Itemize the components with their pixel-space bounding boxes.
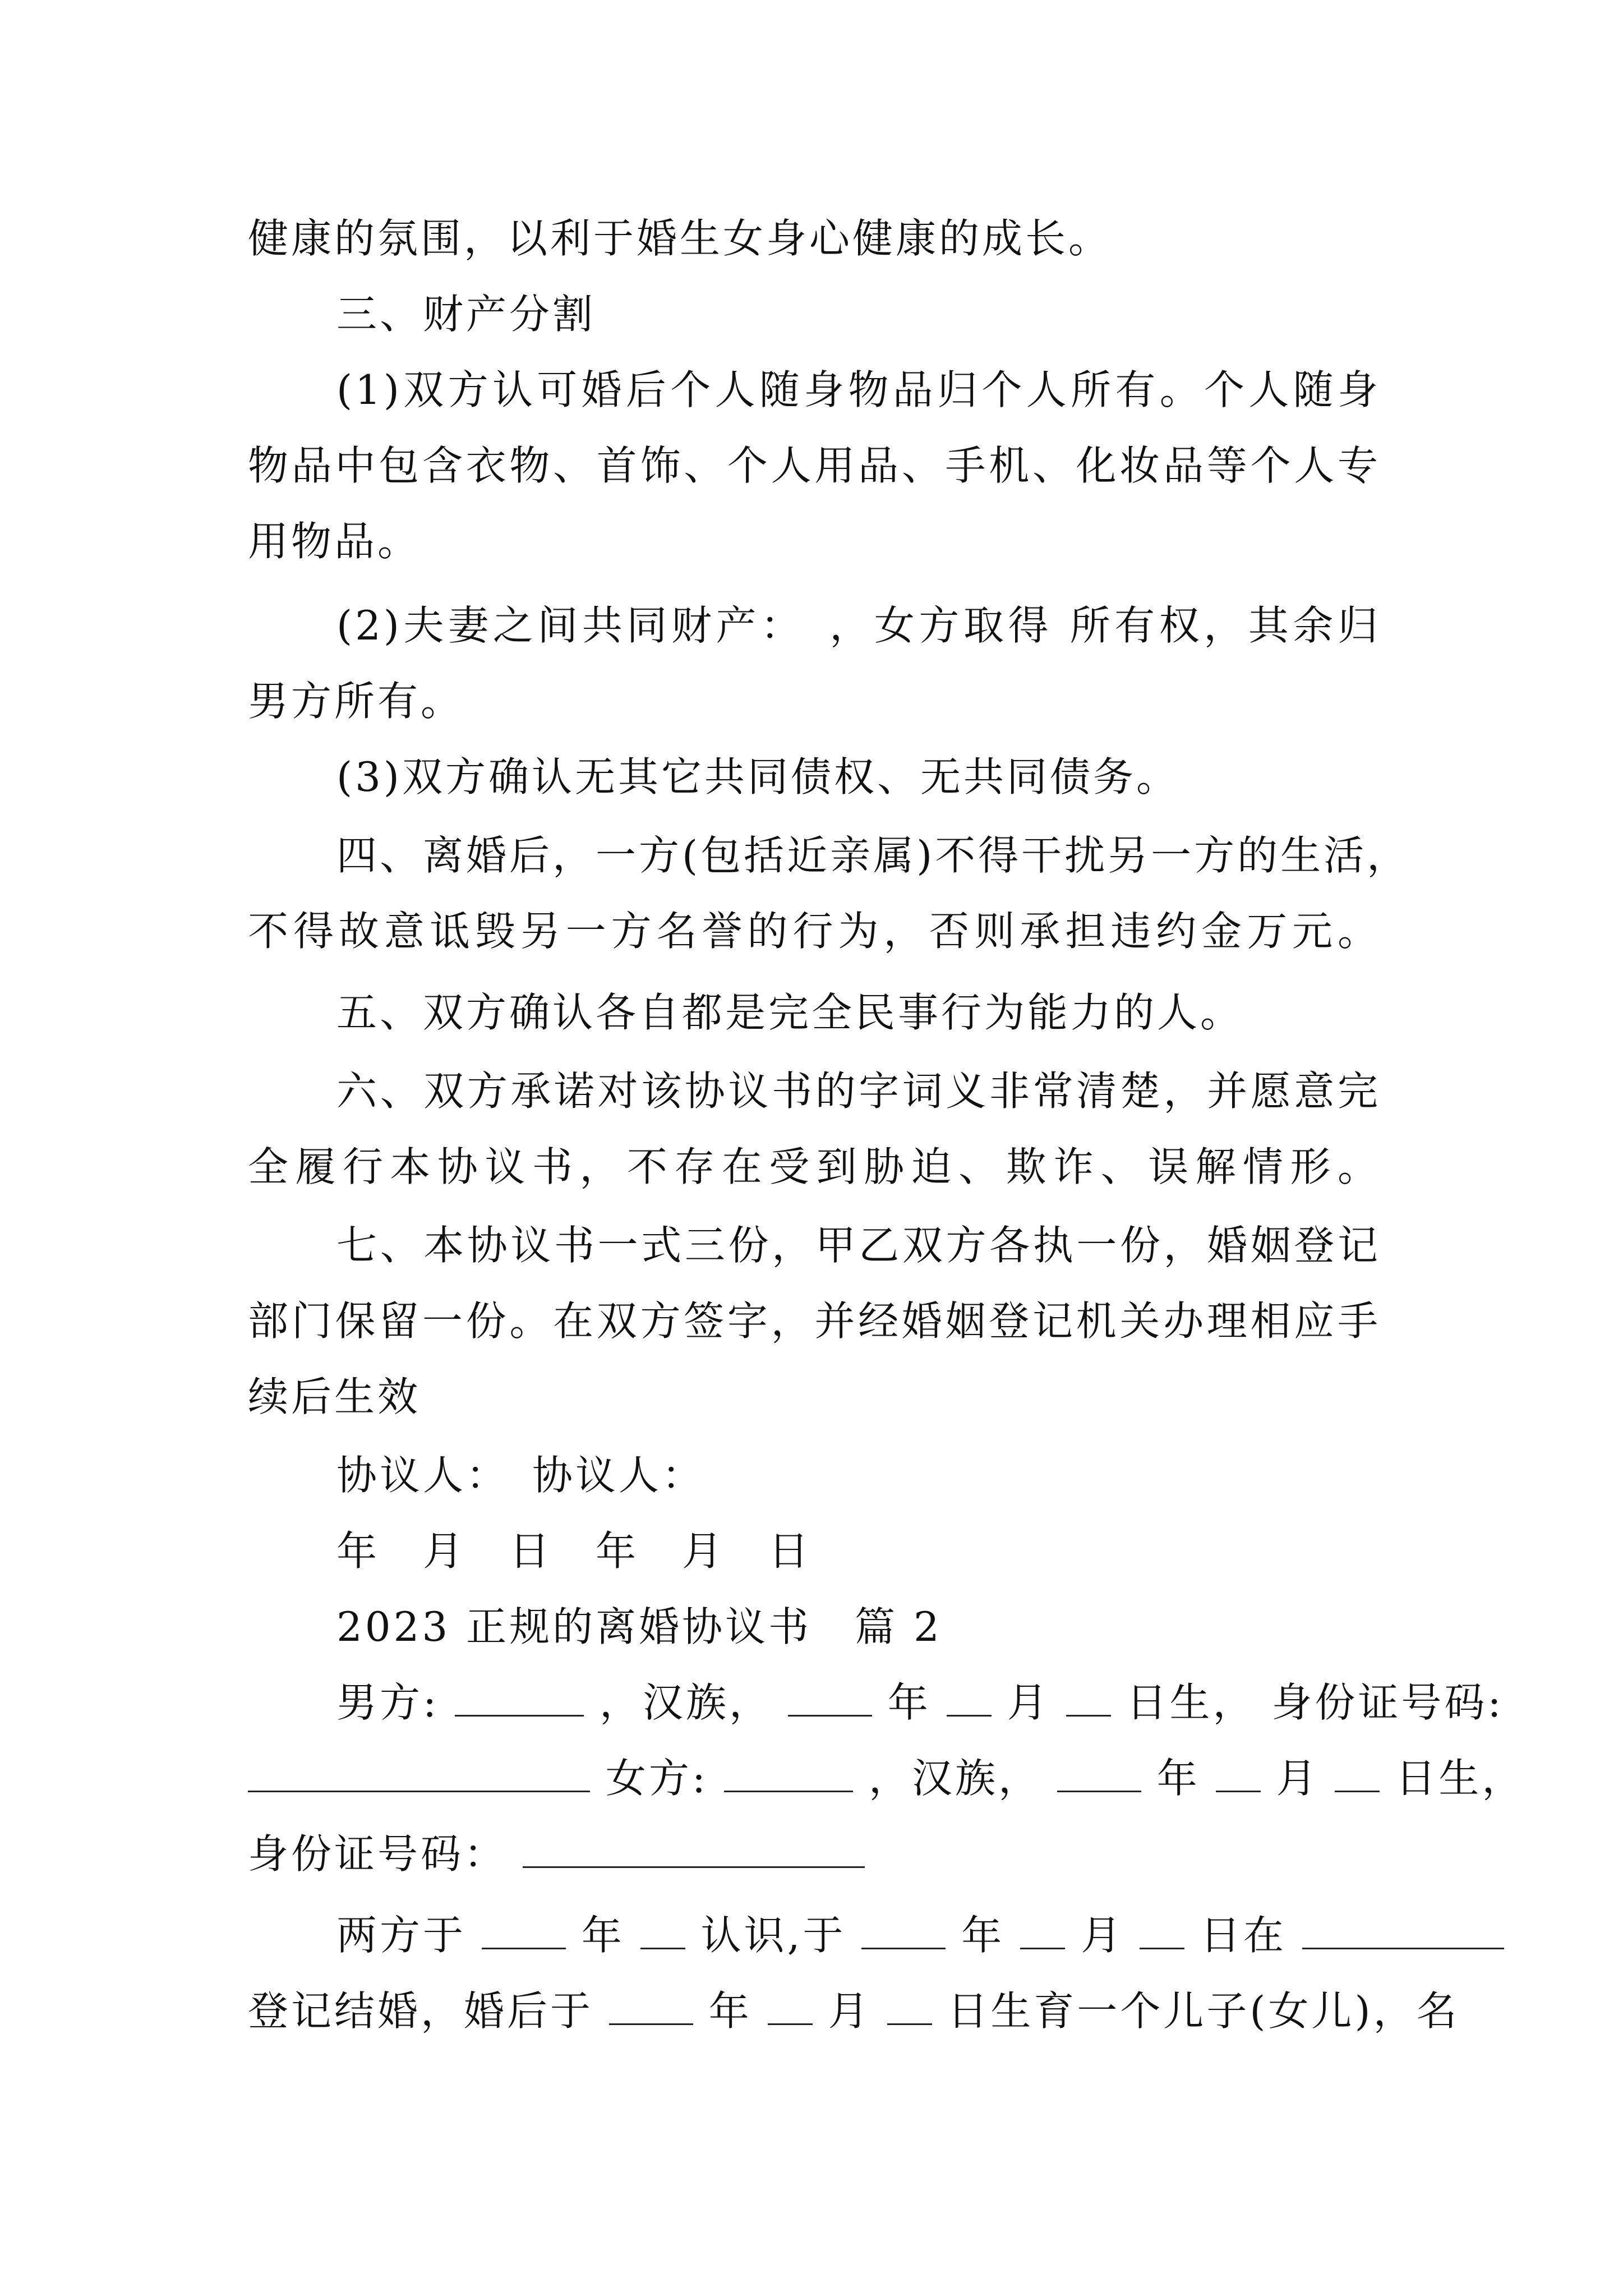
birth-day-field[interactable] (1066, 1680, 1111, 1717)
ethnic-text: ，汉族， (868, 1755, 1041, 1802)
year-label: 年 (581, 1912, 625, 1959)
ethnic-text: ，汉族， (600, 1679, 773, 1726)
paragraph-line: 不得故意诋毁另一方名誉的行为，否则承担违约金万元。 (248, 908, 1381, 955)
paragraph-line: 七、本协议书一式三份，甲乙双方各执一份，婚姻登记 (336, 1222, 1381, 1269)
male-id-field[interactable] (248, 1756, 590, 1792)
id-label: 身份证号码： (248, 1830, 508, 1878)
month-label: 月 (1081, 1912, 1124, 1959)
year-label: 年 (708, 1987, 752, 2035)
child-birth-year-field[interactable] (609, 1989, 693, 2025)
paragraph-line: 全履行本协议书，不存在受到胁迫、欺诈、误解情形。 (248, 1143, 1381, 1190)
year-label: 年 (887, 1679, 931, 1726)
female-name-field[interactable] (724, 1756, 853, 1792)
birth-suffix: 日生育一个儿子(女儿)，名 (947, 1987, 1460, 2035)
marriage-year-field[interactable] (861, 1913, 946, 1949)
paragraph-line: 男方所有。 (248, 678, 464, 725)
male-name-field[interactable] (455, 1680, 584, 1717)
female-birth-month-field[interactable] (1216, 1756, 1261, 1792)
id-label: 身份证号码: (1271, 1679, 1504, 1726)
child-birth-day-field[interactable] (887, 1989, 932, 2025)
paragraph-line: (3)双方确认无其它共同债权、无共同债务。 (336, 753, 1179, 800)
birth-year-field[interactable] (788, 1680, 872, 1717)
female-birth-year-field[interactable] (1057, 1756, 1141, 1792)
paragraph-line: 续后生效 (248, 1373, 421, 1420)
met-month-field[interactable] (640, 1913, 685, 1949)
female-birth-day-field[interactable] (1335, 1756, 1380, 1792)
day-at-label: 日在 (1200, 1912, 1287, 1959)
paragraph-line: 物品中包含衣物、首饰、个人用品、手机、化妆品等个人专 (248, 442, 1381, 489)
section-heading: 2023 正规的离婚协议书 篇 2 (336, 1603, 942, 1650)
met-suffix: 认识,于 (700, 1912, 846, 1959)
female-id-field[interactable] (523, 1832, 865, 1868)
year-label: 年 (1156, 1755, 1200, 1802)
paragraph-line: 用物品。 (248, 518, 421, 565)
paragraph-line: 健康的氛围，以利于婚生女身心健康的成长。 (248, 215, 1112, 262)
section-title: 三、财产分割 (336, 291, 596, 338)
form-line-female (248, 1750, 1525, 1806)
form-line-birth (248, 1983, 1460, 2039)
female-label: 女方: (605, 1755, 709, 1802)
paragraph-line: (2)夫妻之间共同财产： ，女方取得 所有权，其余归 (336, 602, 1381, 649)
paragraph-line: (1)双方认可婚后个人随身物品归个人所有。个人随身 (336, 366, 1381, 413)
paragraph-line: 部门保留一份。在双方签字，并经婚姻登记机关办理相应手 (248, 1297, 1381, 1345)
date-labels: 年 月 日 年 月 日 (336, 1527, 812, 1575)
month-label: 月 (1007, 1679, 1050, 1726)
marriage-day-field[interactable] (1140, 1913, 1184, 1949)
signature-labels: 协议人： 协议人： (336, 1452, 706, 1499)
registered-text: 登记结婚，婚后于 (248, 1987, 594, 2035)
child-birth-month-field[interactable] (768, 1989, 813, 2025)
month-label: 月 (828, 1987, 872, 2035)
day-born-label: 日生， (1395, 1755, 1525, 1802)
paragraph-line: 四、离婚后，一方(包括近亲属)不得干扰另一方的生活， (336, 832, 1410, 879)
month-label: 月 (1276, 1755, 1320, 1802)
met-prefix: 两方于 (336, 1912, 467, 1959)
marriage-place-field[interactable] (1302, 1913, 1504, 1949)
marriage-month-field[interactable] (1020, 1913, 1065, 1949)
form-line-female-id (248, 1826, 1381, 1882)
form-line-meeting (336, 1907, 1381, 1963)
form-line-male (336, 1674, 1504, 1731)
year-label: 年 (961, 1912, 1005, 1959)
paragraph-line: 五、双方确认各自都是完全民事行为能力的人。 (336, 989, 1244, 1036)
paragraph-line: 六、双方承诺对该协议书的字词义非常清楚，并愿意完 (336, 1068, 1381, 1115)
day-born-label: 日生， (1126, 1679, 1256, 1726)
met-year-field[interactable] (482, 1913, 566, 1949)
male-label: 男方: (336, 1679, 440, 1726)
birth-month-field[interactable] (947, 1680, 992, 1717)
